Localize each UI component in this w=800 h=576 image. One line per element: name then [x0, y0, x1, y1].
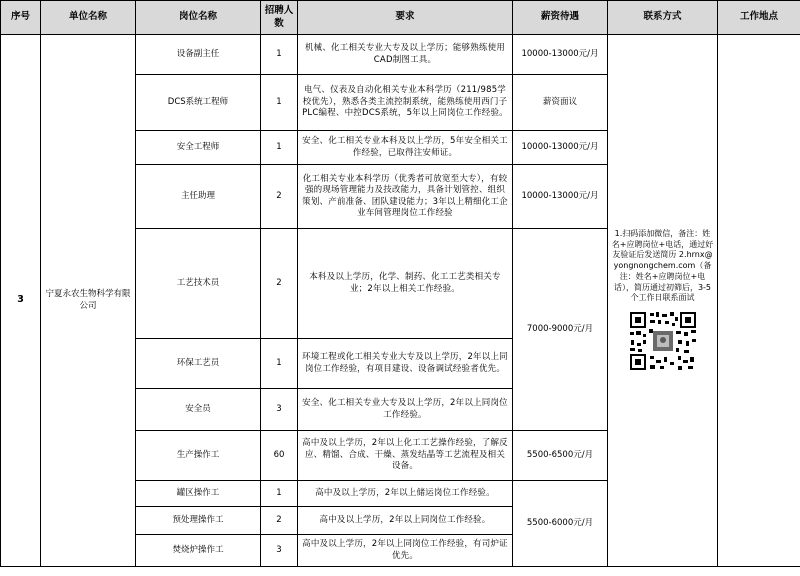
seq-cell: 3: [1, 35, 41, 567]
position-cell: DCS系统工程师: [136, 75, 261, 131]
count-cell: 1: [261, 339, 298, 389]
position-cell: 设备副主任: [136, 35, 261, 75]
count-cell: 3: [261, 389, 298, 431]
requirement-cell: 机械、化工相关专业大专及以上学历；能够熟练使用CAD制图工具。: [298, 35, 513, 75]
salary-cell: 7000-9000元/月: [513, 229, 608, 431]
requirement-cell: 高中及以上学历，2年以上同岗位工作经验，有司炉证优先。: [298, 535, 513, 567]
salary-cell: 5500-6000元/月: [513, 481, 608, 567]
position-cell: 工艺技术员: [136, 229, 261, 339]
requirement-cell: 高中及以上学历，2年以上储运岗位工作经验。: [298, 481, 513, 507]
header-position: 岗位名称: [136, 1, 261, 35]
company-cell: 宁夏永农生物科学有限公司: [41, 35, 136, 567]
requirement-cell: 高中及以上学历，2年以上化工工艺操作经验，了解反应、精馏、合成、干燥、蒸发结晶等工艺流程及相关设备。: [298, 431, 513, 481]
position-cell: 生产操作工: [136, 431, 261, 481]
count-cell: 2: [261, 507, 298, 535]
salary-cell: 10000-13000元/月: [513, 35, 608, 75]
requirement-cell: 电气、仪表及自动化相关专业本科学历（211/985学校优先），熟悉各类主流控制系统，能熟练使用西门子PLC编程、中控DCS系统，5年以上同岗位工作经验。: [298, 75, 513, 131]
header-seq: 序号: [1, 1, 41, 35]
requirement-cell: 安全、化工相关专业本科及以上学历，5年安全相关工作经验，已取得注安师证。: [298, 131, 513, 165]
requirement-cell: 安全、化工相关专业大专及以上学历，2年以上同岗位工作经验。: [298, 389, 513, 431]
count-cell: 1: [261, 481, 298, 507]
salary-cell: 10000-13000元/月: [513, 131, 608, 165]
count-cell: 3: [261, 535, 298, 567]
count-cell: 1: [261, 131, 298, 165]
salary-cell: 薪资面议: [513, 75, 608, 131]
position-cell: 环保工艺员: [136, 339, 261, 389]
requirement-cell: 环境工程或化工相关专业大专及以上学历，2年以上同岗位工作经验，有项目建设、设备调试经验者优先。: [298, 339, 513, 389]
table-row: [1, 35, 800, 75]
header-requirement: 要求: [298, 1, 513, 35]
header-company: 单位名称: [41, 1, 136, 35]
header-row: [1, 1, 800, 35]
contact-cell: [608, 35, 718, 567]
count-cell: 1: [261, 35, 298, 75]
position-cell: 主任助理: [136, 165, 261, 229]
requirement-cell: 高中及以上学历，2年以上同岗位工作经验。: [298, 507, 513, 535]
position-cell: 安全员: [136, 389, 261, 431]
count-cell: 2: [261, 229, 298, 339]
header-count: 招聘人数: [261, 1, 298, 35]
header-location: 工作地点: [718, 1, 800, 35]
qr-code-icon: [628, 310, 698, 372]
count-cell: 1: [261, 75, 298, 131]
contact-text: 1.扫码添加微信，备注：姓名+应聘岗位+电话，通过好友验证后发送简历 2.hrnx@yongnongchem.com（备注：姓名+应聘岗位+电话），简历通过初筛后，3-5个工作日联系面试: [611, 228, 714, 303]
header-contact: 联系方式: [608, 1, 718, 35]
position-cell: 罐区操作工: [136, 481, 261, 507]
count-cell: 2: [261, 165, 298, 229]
salary-cell: 10000-13000元/月: [513, 165, 608, 229]
position-cell: 焚烧炉操作工: [136, 535, 261, 567]
header-salary: 薪资待遇: [513, 1, 608, 35]
count-cell: 60: [261, 431, 298, 481]
requirement-cell: 化工相关专业本科学历（优秀者可放宽至大专），有较强的现场管理能力及技改能力，具备计划管控、组织策划、产前准备、团队建设能力；3年以上精细化工企业车间管理岗位工作经验: [298, 165, 513, 229]
location-cell: [718, 35, 800, 567]
requirement-cell: 本科及以上学历，化学、制药、化工工艺类相关专业；2年以上相关工作经验。: [298, 229, 513, 339]
position-cell: 预处理操作工: [136, 507, 261, 535]
salary-cell: 5500-6500元/月: [513, 431, 608, 481]
position-cell: 安全工程师: [136, 131, 261, 165]
